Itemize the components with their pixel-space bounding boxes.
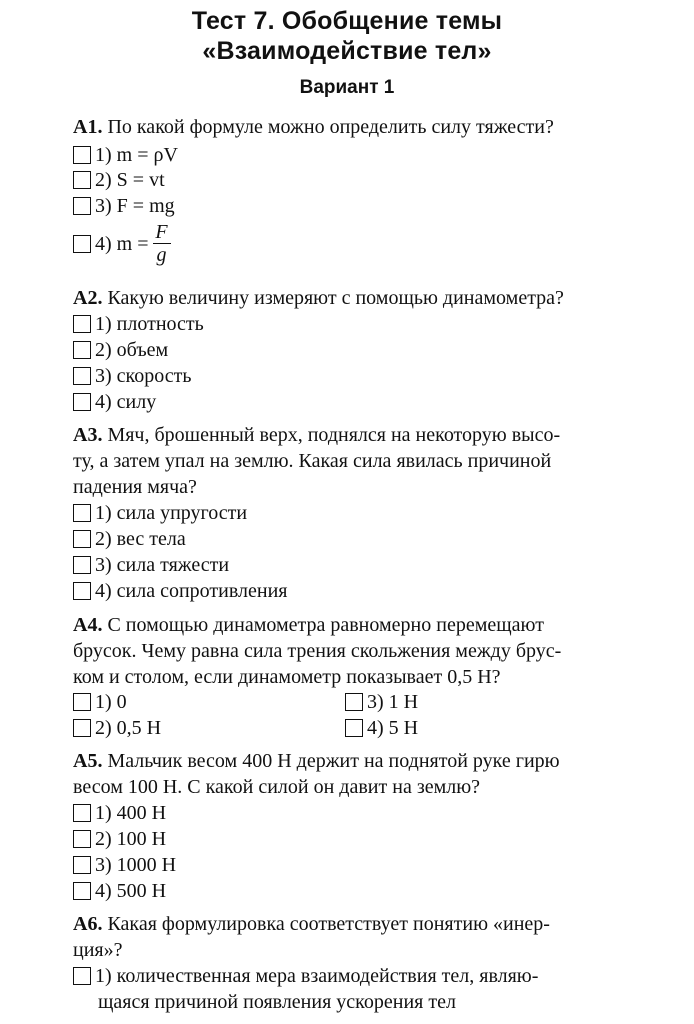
- page-title: Тест 7. Обобщение темы: [191, 7, 503, 35]
- option-a2-4[interactable]: 4) силу: [73, 389, 156, 415]
- option-a1-2[interactable]: 2) S = vt: [73, 167, 165, 193]
- question-text-line: ту, а затем упал на землю. Какая сила явилась причиной: [73, 450, 552, 472]
- checkbox[interactable]: [73, 235, 91, 253]
- question-a5: [73, 748, 633, 800]
- question-number: А5.: [73, 750, 103, 772]
- question-number: А4.: [73, 614, 103, 636]
- checkbox[interactable]: [73, 582, 91, 600]
- question-text-line: ция»?: [73, 939, 123, 961]
- option-a5-1[interactable]: 1) 400 Н: [73, 800, 166, 826]
- checkbox[interactable]: [345, 693, 363, 711]
- question-number: А1.: [73, 116, 103, 138]
- question-a2: [73, 285, 633, 311]
- option-a3-3[interactable]: 3) сила тяжести: [73, 552, 229, 578]
- checkbox[interactable]: [73, 830, 91, 848]
- question-text: По какой формуле можно определить силу тяжести?: [107, 116, 554, 138]
- checkbox[interactable]: [73, 530, 91, 548]
- question-text: Какую величину измеряют с помощью динамометра?: [107, 287, 564, 309]
- checkbox[interactable]: [73, 367, 91, 385]
- checkbox[interactable]: [73, 967, 91, 985]
- option-a1-4[interactable]: 4) m = $\frac{F}{g}$: [73, 222, 171, 265]
- option-a1-3[interactable]: 3) F = mg: [73, 193, 175, 219]
- option-a2-2[interactable]: 2) объем: [73, 337, 168, 363]
- option-a6-1-continuation: щаяся причиной появления ускорения тел: [98, 991, 456, 1013]
- option-a3-1[interactable]: 1) сила упругости: [73, 500, 247, 526]
- option-a2-1[interactable]: 1) плотность: [73, 311, 204, 337]
- option-a2-3[interactable]: 3) скорость: [73, 363, 191, 389]
- variant-label: Вариант 1: [299, 77, 395, 98]
- question-text-line: Какая формулировка соответствует понятию «инер-: [107, 913, 550, 935]
- checkbox[interactable]: [73, 315, 91, 333]
- option-a5-2[interactable]: 2) 100 Н: [73, 826, 166, 852]
- question-number: А6.: [73, 913, 103, 935]
- page-subtitle: «Взаимодействие тел»: [202, 37, 492, 65]
- question-number: А2.: [73, 287, 103, 309]
- question-a6: [73, 911, 633, 963]
- option-a5-4[interactable]: 4) 500 Н: [73, 878, 166, 904]
- question-text-line: весом 100 Н. С какой силой он давит на землю?: [73, 776, 481, 798]
- option-a4-2[interactable]: 2) 0,5 Н: [73, 715, 161, 741]
- option-a3-4[interactable]: 4) сила сопротивления: [73, 578, 288, 604]
- checkbox[interactable]: [73, 171, 91, 189]
- checkbox[interactable]: [73, 556, 91, 574]
- option-a4-4[interactable]: 4) 5 Н: [345, 715, 418, 741]
- question-text-line: Мальчик весом 400 Н держит на поднятой руке гирю: [107, 750, 560, 772]
- checkbox[interactable]: [73, 146, 91, 164]
- checkbox[interactable]: [73, 693, 91, 711]
- option-a1-1[interactable]: 1) m = ρV: [73, 142, 178, 168]
- question-text-line: падения мяча?: [73, 476, 197, 498]
- question-text-line: ком и столом, если динамометр показывает 0,5 Н?: [73, 666, 501, 688]
- question-text-line: брусок. Чему равна сила трения скольжения между брус-: [73, 640, 562, 662]
- checkbox[interactable]: [73, 804, 91, 822]
- question-text-line: С помощью динамометра равномерно перемещают: [107, 614, 544, 636]
- option-a5-3[interactable]: 3) 1000 Н: [73, 852, 176, 878]
- checkbox[interactable]: [345, 719, 363, 737]
- fraction-f-over-g: $\frac{F}{g}$: [153, 222, 171, 265]
- question-text-line: Мяч, брошенный верх, поднялся на некоторую высо-: [107, 424, 561, 446]
- checkbox[interactable]: [73, 197, 91, 215]
- checkbox[interactable]: [73, 719, 91, 737]
- question-a4: [73, 612, 633, 690]
- question-a1: [73, 114, 633, 140]
- option-a3-2[interactable]: 2) вес тела: [73, 526, 186, 552]
- option-a4-1[interactable]: 1) 0: [73, 689, 127, 715]
- question-number: А3.: [73, 424, 103, 446]
- option-a4-3[interactable]: 3) 1 Н: [345, 689, 418, 715]
- checkbox[interactable]: [73, 341, 91, 359]
- checkbox[interactable]: [73, 856, 91, 874]
- option-a6-1[interactable]: 1) количественная мера взаимодействия тел, являю-: [73, 963, 538, 989]
- checkbox[interactable]: [73, 504, 91, 522]
- question-a3: [73, 422, 633, 500]
- checkbox[interactable]: [73, 393, 91, 411]
- checkbox[interactable]: [73, 882, 91, 900]
